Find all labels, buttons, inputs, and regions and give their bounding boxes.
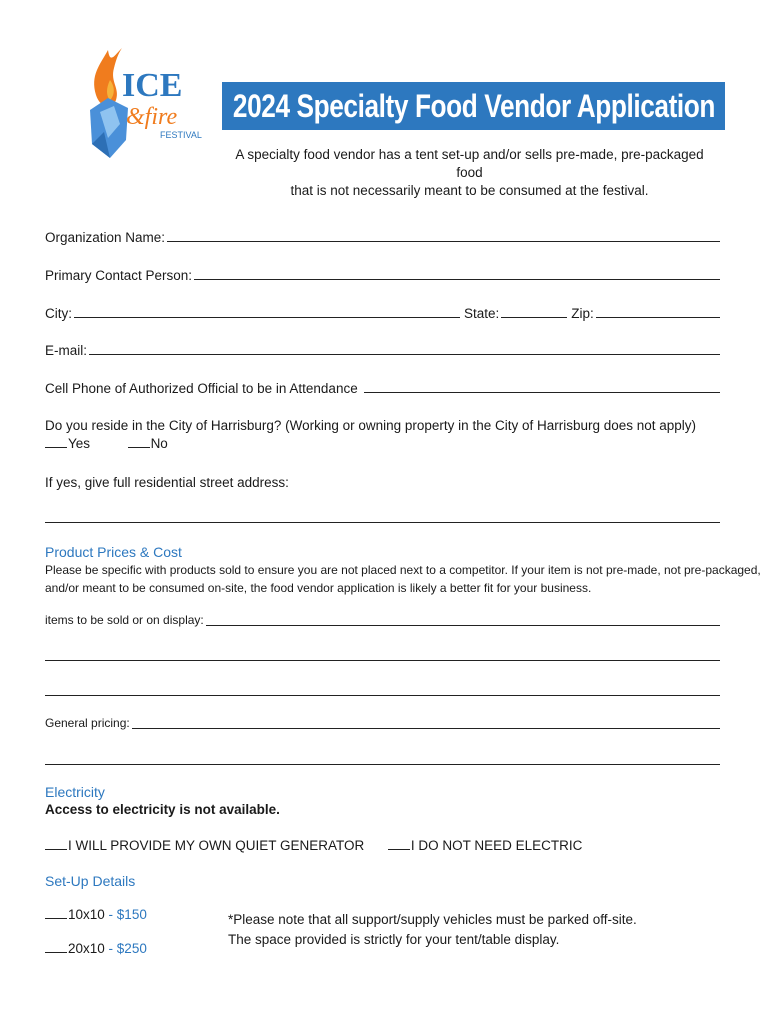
setup-note [228,910,637,950]
logo-word-ice: ICE [122,67,183,104]
items-input-line-3[interactable] [45,695,720,696]
product-note-line-1: Please be specific with products sold to ensure you are not placed next to a competitor. If your item is not pre-made, not pre-packaged, [45,563,761,577]
address-label: If yes, give full residential street address: [45,475,289,490]
electricity-heading: Electricity [45,784,105,800]
generator-checkbox-line[interactable] [45,849,67,850]
10x10-separator: - [104,907,117,922]
setup-note-line-1: *Please note that all support/supply vehicles must be parked off-site. [228,912,637,927]
zip-input-line[interactable] [596,317,720,318]
contact-input-line[interactable] [194,279,720,280]
logo-word-fire: &fire [126,104,178,130]
reside-options [45,436,168,451]
no-electric-checkbox-line[interactable] [388,849,410,850]
generator-option-label: I WILL PROVIDE MY OWN QUIET GENERATOR [68,838,365,853]
20x10-separator: - [104,941,117,956]
contact-label: Primary Contact Person: [45,268,193,283]
organization-input-line[interactable] [167,241,720,242]
setup-option-20x10 [45,941,147,956]
product-note-line-2: and/or meant to be consumed on-site, the food vendor application is likely a better fit for your business. [45,581,592,595]
items-input-line-2[interactable] [45,660,720,661]
20x10-checkbox-line[interactable] [45,952,67,953]
intro-text [222,146,717,200]
flame-icon [94,48,122,106]
no-electric-option-label: I DO NOT NEED ELECTRIC [410,838,583,853]
email-label: E-mail: [45,343,88,358]
contact-field[interactable] [45,268,720,283]
cell-phone-label: Cell Phone of Authorized Official to be in Attendance [45,381,358,396]
organization-label: Organization Name: [45,230,166,245]
cell-phone-field[interactable] [45,381,720,396]
address-input-line[interactable] [45,522,720,523]
setup-note-line-2: The space provided is strictly for your tent/table display. [228,932,560,947]
setup-option-10x10 [45,907,147,922]
20x10-size: 20x10 [68,941,105,956]
city-state-zip-row [45,306,720,321]
intro-line-2: that is not necessarily meant to be consumed at the festival. [290,183,649,198]
intro-line-1: A specialty food vendor has a tent set-up and/or sells pre-made, pre-packaged food [235,147,704,180]
state-label: State: [464,306,500,321]
items-label: items to be sold or on display: [45,613,204,627]
10x10-size: 10x10 [68,907,105,922]
yes-checkbox-line[interactable] [45,447,67,448]
electricity-options [45,838,582,853]
10x10-checkbox-line[interactable] [45,918,67,919]
no-checkbox-line[interactable] [128,447,150,448]
email-field[interactable] [45,343,720,358]
20x10-price: $250 [116,941,147,956]
reside-question: Do you reside in the City of Harrisburg? (Working or owning property in the City of Harrisburg does not apply) [45,418,697,433]
organization-field[interactable] [45,230,720,245]
items-input-line[interactable] [206,625,720,626]
zip-label: Zip: [571,306,594,321]
ice-and-fire-festival-logo [70,40,210,175]
cell-phone-input-line[interactable] [364,392,720,393]
page-title: 2024 Specialty Food Vendor Application [232,87,715,124]
email-input-line[interactable] [89,354,720,355]
state-input-line[interactable] [501,317,567,318]
pricing-field[interactable] [45,714,720,732]
items-field[interactable] [45,611,720,629]
city-label: City: [45,306,72,321]
logo-word-festival: FESTIVAL [160,130,202,140]
yes-label: Yes [68,436,91,451]
pricing-label: General pricing: [45,716,130,730]
electricity-notice: Access to electricity is not available. [45,802,280,817]
setup-heading: Set-Up Details [45,873,136,889]
product-heading: Product Prices & Cost [45,544,182,560]
10x10-price: $150 [116,907,147,922]
title-banner [222,82,725,130]
pricing-input-line[interactable] [132,728,720,729]
no-label: No [150,436,168,451]
city-input-line[interactable] [74,317,460,318]
pricing-input-line-2[interactable] [45,764,720,765]
